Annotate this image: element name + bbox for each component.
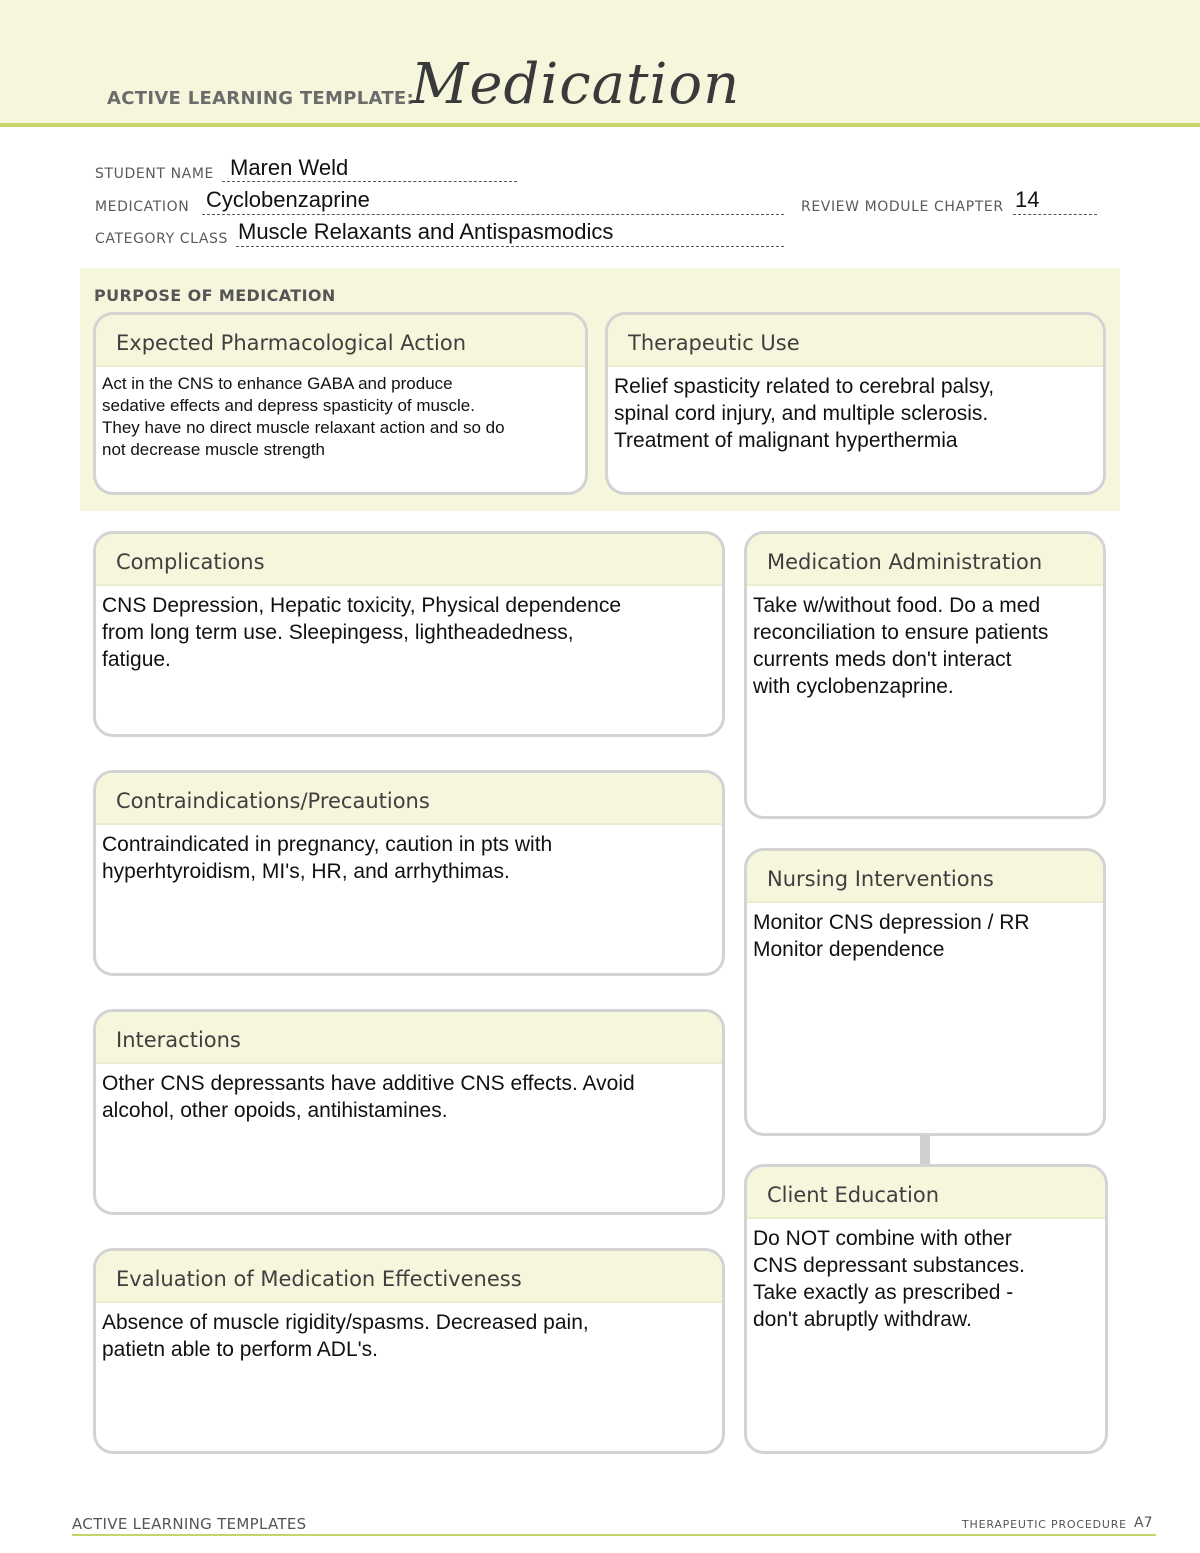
footer-left: ACTIVE LEARNING TEMPLATES [72,1515,307,1533]
expected-action-box [93,312,588,495]
administration-box [744,531,1106,819]
interactions-heading: Interactions [96,1012,722,1064]
box-connector [920,1135,930,1166]
therapeutic-use-heading: Therapeutic Use [608,315,1103,367]
student-name-underline [222,181,517,182]
medication-underline [202,214,784,215]
medication-label: MEDICATION [95,199,190,215]
contraindications-text[interactable]: Contraindicated in pregnancy, caution in pts with hyperhtyroidism, MI's, HR, and arrhythimas. [102,833,553,883]
purpose-title: PURPOSE OF MEDICATION [94,286,336,305]
nursing-interventions-box [744,848,1106,1136]
template-title: Medication [411,52,741,117]
template-label: ACTIVE LEARNING TEMPLATE: [107,88,414,109]
contraindications-box [93,770,725,976]
evaluation-text[interactable]: Absence of muscle rigidity/spasms. Decreased pain, patietn able to perform ADL's. [102,1311,589,1361]
header-rule [0,123,1200,127]
client-education-text[interactable]: Do NOT combine with other CNS depressant substances. Take exactly as prescribed - don't abruptly withdraw. [753,1227,1025,1331]
review-module-label: REVIEW MODULE CHAPTER [801,199,1004,215]
complications-heading: Complications [96,534,722,586]
review-module-underline [1013,214,1097,215]
footer-rule [72,1534,1156,1536]
student-name-field[interactable]: Maren Weld [230,155,349,180]
therapeutic-use-box [605,312,1106,495]
complications-text[interactable]: CNS Depression, Hepatic toxicity, Physical dependence from long term use. Sleepingess, lightheadedness, fatigue. [102,594,622,671]
therapeutic-use-text[interactable]: Relief spasticity related to cerebral palsy, spinal cord injury, and multiple sclerosis. Treatment of malignant hyperthermia [614,375,995,452]
interactions-text[interactable]: Other CNS depressants have additive CNS effects. Avoid alcohol, other opoids, antihistamines. [102,1072,635,1122]
category-class-label: CATEGORY CLASS [95,231,229,247]
category-class-field[interactable]: Muscle Relaxants and Antispasmodics [238,219,614,244]
expected-action-heading: Expected Pharmacological Action [96,315,585,367]
student-name-label: STUDENT NAME [95,166,214,182]
administration-heading: Medication Administration [747,534,1103,586]
client-education-heading: Client Education [747,1167,1105,1219]
administration-text[interactable]: Take w/without food. Do a med reconciliation to ensure patients currents meds don't interact with cyclobenzaprine. [753,594,1049,698]
contraindications-heading: Contraindications/Precautions [96,773,722,825]
expected-action-text[interactable]: Act in the CNS to enhance GABA and produce sedative effects and depress spasticity of muscle. They have no direct muscle relaxant action and so do not decrease muscle strength [102,374,505,459]
footer-right: THERAPEUTIC PROCEDURE [962,1518,1127,1531]
interactions-box [93,1009,725,1215]
nursing-interventions-heading: Nursing Interventions [747,851,1103,903]
review-module-field[interactable]: 14 [1015,187,1040,212]
evaluation-heading: Evaluation of Medication Effectiveness [96,1251,722,1303]
medication-field[interactable]: Cyclobenzaprine [206,187,370,212]
footer-page-number: A7 [1134,1515,1153,1531]
evaluation-box [93,1248,725,1454]
complications-box [93,531,725,737]
client-education-box [744,1164,1108,1454]
nursing-interventions-text[interactable]: Monitor CNS depression / RR Monitor dependence [753,911,1030,961]
category-class-underline [236,246,784,247]
